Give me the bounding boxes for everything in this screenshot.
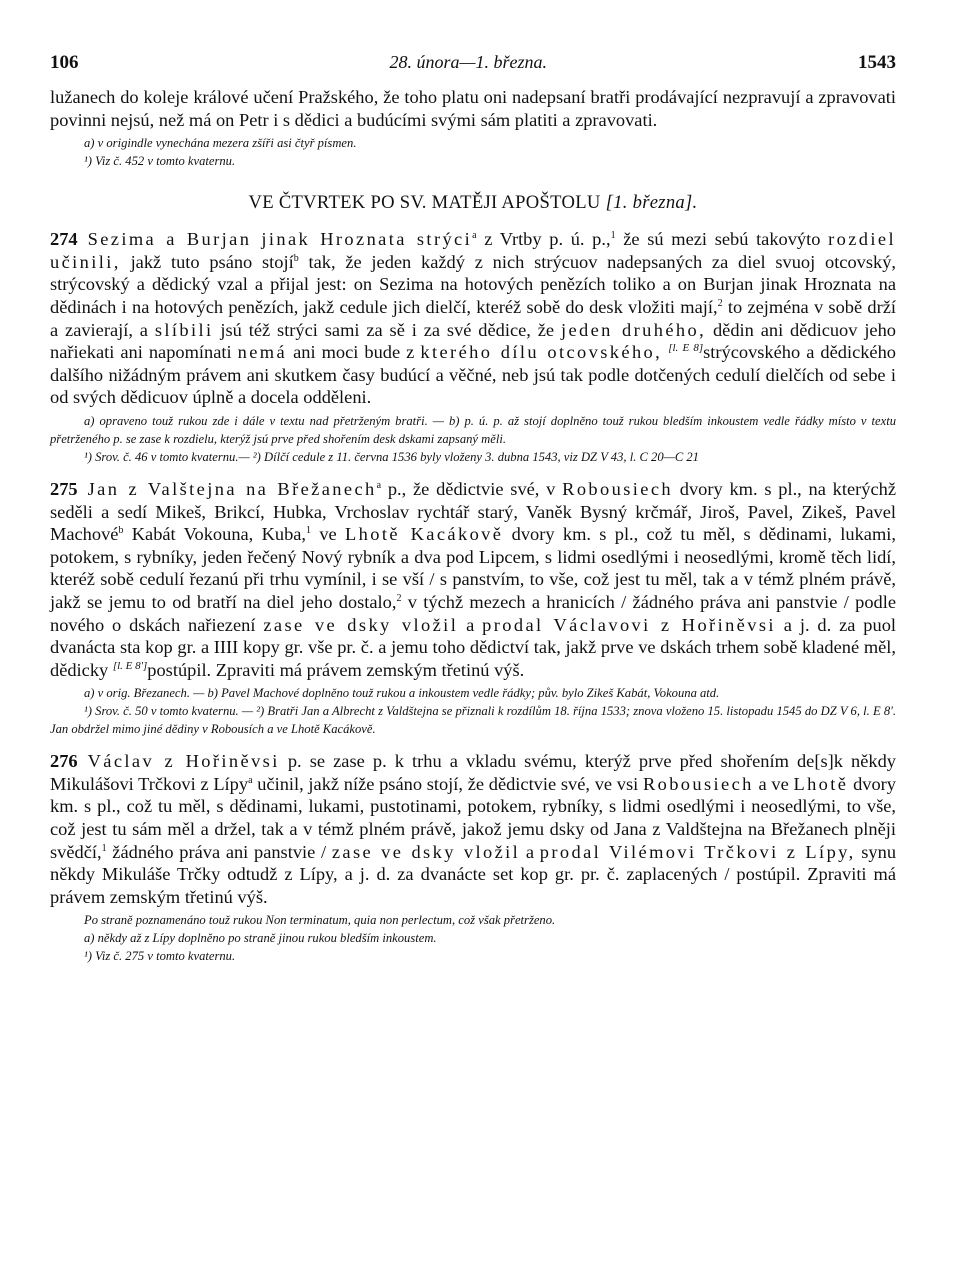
- text-run: ve: [311, 524, 346, 545]
- entry-276: [50, 750, 896, 965]
- text-run: a: [458, 614, 483, 635]
- running-head: [50, 52, 896, 86]
- entry-274: [50, 228, 896, 466]
- page-number: 106: [50, 52, 79, 73]
- text-run: prodal Vilémovi Trčkovi z Lípy,: [539, 841, 856, 862]
- continuation-notes: [50, 134, 896, 170]
- text-run: a: [520, 841, 540, 862]
- section-heading: [50, 192, 896, 214]
- entry-number: 274: [50, 229, 78, 250]
- text-run: p., že dědictvie své, v: [381, 478, 563, 499]
- text-run: dědin ani dědicuov jeho nařiekati ani napomínati: [50, 319, 896, 363]
- footnote: ¹) Srov. č. 46 v tomto kvaternu.— ²) Dílčí cedule z 11. června 1536 byly vloženy 3. dubna 1543, viz DZ V 43, l. C 20—C 21: [84, 449, 699, 464]
- section-heading-main: VE ČTVRTEK PO SV. MATĚJI APOŠTOLU: [248, 192, 601, 214]
- text-run: učinil, jakž níže psáno stojí, že dědictvie své, ve vsi: [252, 773, 643, 794]
- text-run: zase ve dsky vložil: [331, 841, 521, 862]
- text-run: jsú též strýci sami za sě i za své dědice, že: [213, 319, 561, 340]
- text-run: a j. d. za puol dvanácta sta kop gr. a IIII kopy gr. vše pr. č. a jemu toho dědictví tak, jakž prve ve dskách trhem sobě kladené měl, dědicky: [50, 614, 896, 680]
- text-run: dvory km. s pl., což tu měl, s dědinami, lukami, pustotinami, potokem, rybníky, s lidmi osedlými i neosedlými, to vše, což jest tu sám měl a držel, tak a v témž plném právě, jakož jemu dsky od Jana z Valdštejna na Břežanech plněji svědčí,: [50, 773, 896, 862]
- text-run: z Vrtby p. ú. p.,: [476, 229, 611, 250]
- text-run: synu někdy Mikuláše Trčky odtudž z Lípy, a j. d. za dvanácte set kop gr. pr. č. zaplacených / postúpil. Zpraviti má právem zemským třetinú výš.: [50, 841, 897, 907]
- entry-number: 275: [50, 478, 78, 499]
- text-run: Václav z Hořiněvsi: [87, 751, 280, 772]
- text-run: postúpil. Zpraviti má právem zemským třetinú výš.: [147, 659, 525, 680]
- footnote: a) v orig. Březanech. — b) Pavel Machové doplněno touž rukou a inkoustem vedle řádky; pův. bylo Zikeš Kabát, Vokouna atd.: [84, 686, 720, 701]
- year: 1543: [857, 52, 896, 73]
- text-run: to zejména v sobě drží a zavierají, a: [50, 296, 896, 340]
- text-run: tak, že jeden každý z nich strýcuov nadepsaných za diel svuoj otcovský, strýcovský a dědický vzal a přijal jest: on Sezima na hotových penězích toliko a on Burjan jinak Hroznata na dědinách i na hotových penězích, jakž cedule jich dielčí, kteréž sobě do desk vložiti mají,: [50, 251, 897, 317]
- text-run: slíbili: [154, 319, 214, 340]
- text-run: rozdiel učinili,: [50, 229, 896, 272]
- text-run: p. se zase p. k trhu a vkladu svému, kterýž prve před shořením de[s]k někdy Mikulášovi Trčkovi z Lípy: [50, 751, 896, 794]
- text-run: dvory km. s pl., což tu měl, s dědinami, lukami, potokem, s rybníky, jeden řečený Nový rybník a dva pod Lipcem, s lidmi osedlými i neosedlými, kromě těch lidí, kteréž sobě cedulí řezanú při trhu vymínil, i se vší / s panstvím, to vše, což jest tu měl, tak a v témž plném právě, jakž se jemu to od bratří na diel jeho dostalo,: [50, 524, 896, 612]
- text-run: jeden druhého,: [560, 319, 707, 340]
- text-run: že sú mezi sebú takovýto: [615, 229, 821, 250]
- entry-275: [50, 478, 896, 738]
- footnote: ¹) Srov. č. 50 v tomto kvaternu. — ²) Bratři Jan a Albrecht z Valdštejna se přiznali k rozdílům 18. října 1533; znova vloženo 15. listopadu 1545 do DZ V 6, l. E 8'. Jan obdržel mimo jiné dědiny v Robousích a ve Lhotě Kacákově.: [50, 704, 896, 737]
- entry-number: 276: [50, 751, 78, 772]
- entry-notes: [50, 412, 896, 466]
- text-run: v týchž mezech a hranicích / žádného práva ani panstvie / podle nového o dskách nařiezení: [50, 591, 896, 635]
- text-run: Kabát Vokouna, Kuba,: [123, 524, 307, 545]
- footnote: Po straně poznamenáno touž rukou Non terminatum, quia non perlectum, což však přetrženo.: [84, 913, 556, 928]
- running-title: 28. února—1. března.: [389, 52, 547, 72]
- text-run: zase ve dsky vložil: [263, 614, 459, 635]
- footnote-1: ¹) Viz č. 452 v tomto kvaternu.: [84, 154, 236, 169]
- entry-text: 276 Václav z Hořiněvsi p. se zase p. k trhu a vkladu svému, kterýž prve před shořením de[s]k někdy Mikulášovi Trčkovi z Lípy$^a$ učinil, jakž níže psáno stojí, že dědictvie své, ve vsi Robousiech a ve Lhotě dvory km. s pl., což tu měl, s dědinami, lukami, pustotinami, potokem, rybníky, s lidmi osedlými i neosedlými, to vše, což jest tu sám měl a držel, tak a v témž plném právě, jakož jemu dsky od Jana z Valdštejna na Břežanech plněji svědčí,$^1$ žádného práva ani panstvie / zase ve dsky vložil a prodal Vilémovi Trčkovi z Lípy, synu někdy Mikuláše Trčky odtudž z Lípy, a j. d. za dvanácte set kop gr. pr. č. zaplacených / postúpil. Zpraviti má právem zemským třetinú výš.: [50, 751, 897, 907]
- text-run: prodal Václavovi z Hořiněvsi: [482, 614, 776, 635]
- text-run: kterého dílu otcovského,: [420, 342, 663, 363]
- text-run: Robousiech: [642, 773, 754, 794]
- continuation-text: lužanech do koleje králové učení Pražského, že toho platu oni nadepsaní bratři prodávající nezpravují a zpravovati povinni nejsú, než má on Petr i s dědici a budúcími svými sám platiti a zpravovati.: [50, 87, 896, 130]
- section-heading-date: [1. března].: [605, 192, 698, 214]
- entry-notes: [50, 684, 896, 738]
- text-run: Lhotě Kacákově: [345, 524, 504, 545]
- entry-notes: [50, 911, 896, 965]
- footnote-a: a) v origindle vynechána mezera zšíři asi čtyř písmen.: [84, 136, 357, 151]
- text-run: ani moci bude z: [287, 342, 421, 363]
- text-run: Jan z Valštejna na Břežanech: [87, 478, 377, 499]
- text-run: Robousiech: [562, 478, 673, 499]
- text-run: jakž tuto psáno stojí: [120, 251, 294, 272]
- text-run: a ve: [753, 773, 794, 794]
- text-run: Sezima a Burjan jinak Hroznata strýci: [87, 229, 473, 250]
- text-run: žádného práva ani panstvie /: [106, 841, 332, 862]
- text-run: strýcovského a dědického dalšího nižádným právem ani skutkem časy budúcí a věčné, neb jsú tak podle dotčených cedulí dielčích od sebe i od svých dědicuov úplně a docela odděleni.: [50, 342, 896, 408]
- entry-text: 275 Jan z Valštejna na Břežanech$^a$ p., že dědictvie své, v Robousiech dvory km. s pl., na kterýchž seděli a sedí Mikeš, Brikcí, Hubka, Vrchoslav rychtář starý, Vaněk Bysný krčmář, Jiroš, Pavel, Zikeš, Pavel Machové$^b$ Kabát Vokouna, Kuba,$^1$ ve Lhotě Kacákově dvory km. s pl., což tu měl, s dědinami, lukami, potokem, s rybníky, jeden řečený Nový rybník a dva pod Lipcem, s lidmi osedlými i neosedlými, kromě těch lidí, kteréž sobě cedulí řezanú při trhu vymínil, i se vší / s panstvím, to vše, což jest tu měl, tak a v témž plném právě, jakž se jemu to od bratří na diel jeho dostalo,$^2$ v týchž mezech a hranicích / žádného práva ani panstvie / podle nového o dskách nařiezení zase ve dsky vložil a prodal Václavovi z Hořiněvsi a j. d. za puol dvanácta sta kop gr. a IIII kopy gr. vše pr. č. a jemu toho dědictví tak, jakž prve ve dskách trhem sobě kladené měl, dědicky [l. E 8']postúpil. Zpraviti má právem zemským třetinú výš.: [50, 478, 896, 680]
- document-page: [50, 52, 896, 965]
- marginal-ref: [l. E 8]: [668, 342, 704, 355]
- footnote: ¹) Viz č. 275 v tomto kvaternu.: [84, 949, 236, 964]
- entry-text: 274 Sezima a Burjan jinak Hroznata strýci$^a$ z Vrtby p. ú. p.,$^1$ že sú mezi sebú takovýto rozdiel učinili, jakž tuto psáno stojí$^b$ tak, že jeden každý z nich strýcuov nadepsaných za diel svuoj otcovský, strýcovský a dědický vzal a přijal jest: on Sezima na hotových penězích toliko a on Burjan jinak Hroznata na dědinách i na hotových penězích, jakž cedule jich dielčí, kteréž sobě do desk vložiti mají,$^2$ to zejména v sobě drží a zavierají, a slíbili jsú též strýci sami za sě i za své dědice, že jeden druhého, dědin ani dědicuov jeho nařiekati ani napomínati nemá ani moci bude z kterého dílu otcovského, [l. E 8]strýcovského a dědického dalšího nižádným právem ani skutkem časy budúcí a věčné, neb jsú tak podle dotčených cedulí dielčích od sebe i od svých dědicuov úplně a docela odděleni.: [50, 229, 897, 408]
- marginal-ref: [l. E 8']: [112, 659, 148, 672]
- footnote: a) opraveno touž rukou zde i dále v textu nad přetrženým bratři. — b) p. ú. p. až stojí doplněno touž rukou bledším inkoustem vedle řádky místo v textu přetrženého p. se zase k rozdielu, kterýž jsú prve před shořením desk dskami zapsaný měli.: [50, 413, 896, 446]
- text-run: dvory km. s pl., na kterýchž seděli a sedí Mikeš, Brikcí, Hubka, Vrchoslav rychtář starý, Vaněk Bysný krčmář, Jiroš, Pavel, Zikeš, Pavel Machové: [50, 478, 896, 545]
- text-run: Lhotě: [793, 773, 849, 794]
- text-run: nemá: [237, 342, 288, 363]
- footnote: a) někdy až z Lípy doplněno po straně jinou rukou bledším inkoustem.: [84, 931, 437, 946]
